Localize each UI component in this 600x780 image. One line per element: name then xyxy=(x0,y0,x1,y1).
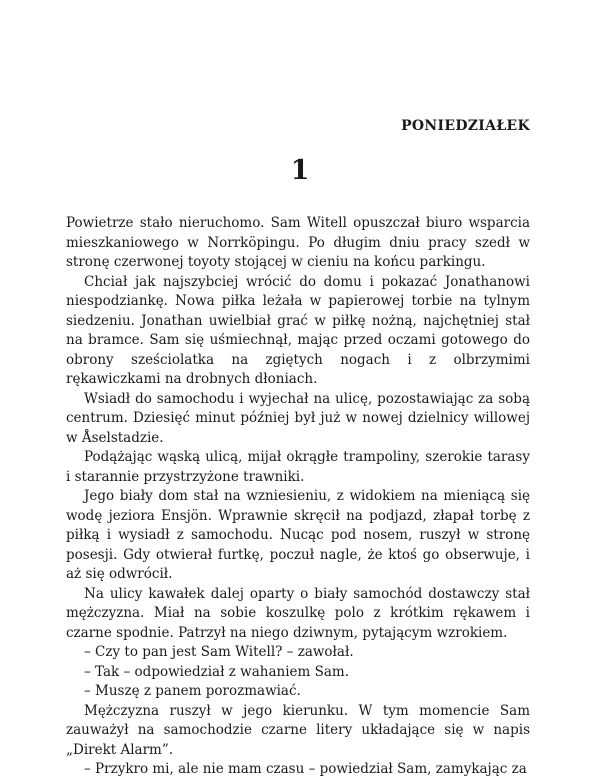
section-title: PONIEDZIAŁEK xyxy=(401,118,530,134)
chapter-number: 1 xyxy=(290,155,310,186)
paragraph-6: Na ulicy kawałek dalej oparty o biały samochód dostawczy stał mężczyzna. Miał na sobie koszulkę polo z krótkim rękawem i czarne spodnie. Patrzył na niego dziwnym, pytającym wzrokiem. xyxy=(66,585,530,641)
dialogue-line-1: – Czy to pan jest Sam Witell? – zawołał. xyxy=(84,644,354,660)
paragraph-7: Mężczyzna ruszył w jego kierunku. W tym momencie Sam zauważył na samochodzie czarne litery układające się w napis „Direkt Alarm”. xyxy=(66,702,530,758)
paragraph-4: Podążając wąską ulicą, mijał okrągłe trampoliny, szerokie tarasy i starannie przystrzyżone trawniki. xyxy=(66,449,530,485)
paragraph-1: Powietrze stało nieruchomo. Sam Witell opuszczał biuro wsparcia mieszkaniowego w Norrköpingu. Po długim dniu pracy szedł w stronę czerwonej toyoty stojącej w cieniu na końcu parkingu. xyxy=(66,215,530,270)
dialogue-line-2: – Tak – odpowiedział z wahaniem Sam. xyxy=(84,663,349,680)
paragraph-2: Chciał jak najszybciej wrócić do domu i pokazać Jonathanowi niespodziankę. Nowa piłka leżała w papierowej torbie na tylnym siedzeniu. Jonathan uwielbiał grać w piłkę nożną, najchętniej stał na bramce. Sam się uśmiechnął, mając przed oczami gotowego do obrony sześciolatka na zgiętych nogach i z olbrzymimi rękawiczkami na drobnych dłoniach. xyxy=(66,273,530,387)
paragraph-5: Jego biały dom stał na wzniesieniu, z widokiem na mieniącą się wodę jeziora Ensjön. Wprawnie skręcił na podjazd, złapał torbę z piłką i wysiadł z samochodu. Nucąc pod nosem, ruszył w stronę posesji. Gdy otwierał furtkę, poczuł nagle, że ktoś go obserwuje, i aż się odwrócił. xyxy=(66,488,530,582)
body-text xyxy=(66,214,530,780)
paragraph-3: Wsiadł do samochodu i wyjechał na ulicę, pozostawiając za sobą centrum. Dziesięć minut później był już w nowej dzielnicy willowej w Åselstadzie. xyxy=(66,390,530,446)
dialogue-line-4: – Przykro mi, ale nie mam czasu – powiedział Sam, zamykając za xyxy=(84,761,527,777)
dialogue-line-3: – Muszę z panem porozmawiać. xyxy=(84,683,301,699)
